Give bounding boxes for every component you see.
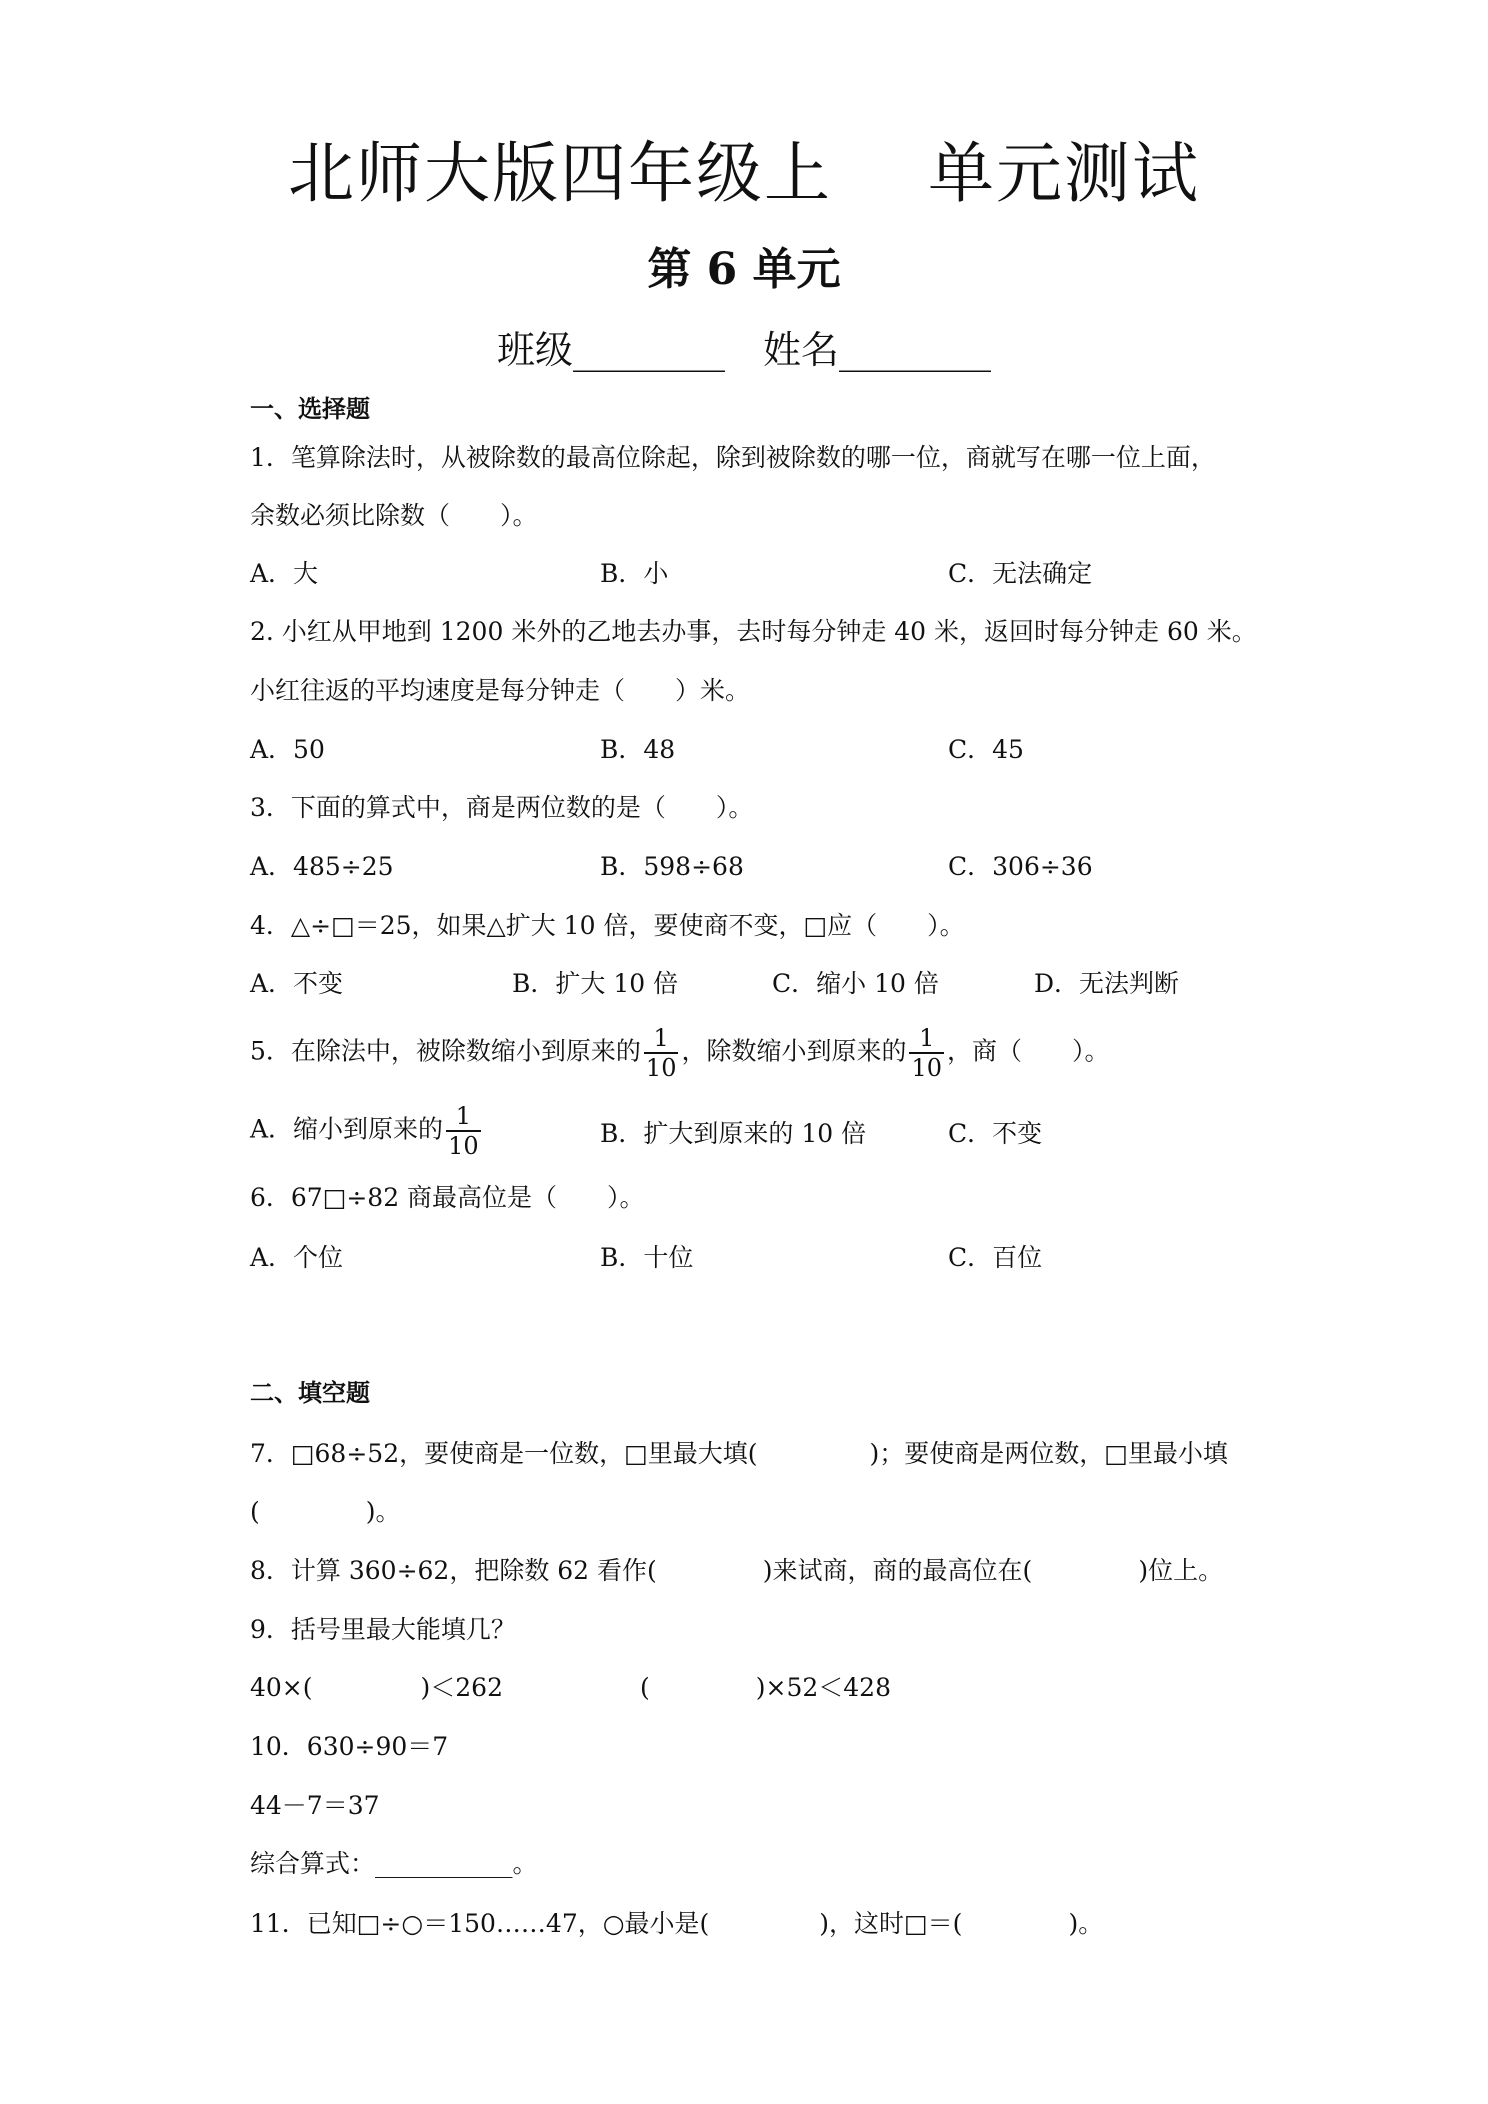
q5-part1: 5．在除法中，被除数缩小到原来的 <box>250 1036 641 1066</box>
title-right: 单元测试 <box>928 135 1200 212</box>
q2-option-c[interactable]: C．45 <box>948 735 1024 764</box>
q10-line3: 综合算式：___________。 <box>250 1849 538 1878</box>
q8-text-a: 8．计算 360÷62，把除数 62 看作( <box>250 1556 657 1585</box>
q5-option-c[interactable]: C．不变 <box>948 1119 1043 1148</box>
class-name-line <box>0 322 1488 378</box>
q4-line1: 4．△÷□＝25，如果△扩大 10 倍，要使商不变，□应（ ）。 <box>250 911 965 940</box>
q7-line1 <box>250 1436 1228 1472</box>
q7-text-b: )；要使商是两位数，□里最小填 <box>869 1439 1228 1468</box>
q3-option-b[interactable]: B．598÷68 <box>600 852 744 881</box>
q9-e1-text-b: )＜262 <box>420 1673 503 1702</box>
q3-option-c[interactable]: C．306÷36 <box>948 852 1093 881</box>
q11-text-b: )，这时□＝( <box>819 1909 963 1938</box>
q5-part2: ，除数缩小到原来的 <box>681 1036 907 1066</box>
class-label: 班级________ <box>496 328 725 372</box>
q4-option-d[interactable]: D．无法判断 <box>1034 969 1180 998</box>
q7-text-a: 7．□68÷52，要使商是一位数，□里最大填( <box>250 1439 758 1468</box>
q6-option-c[interactable]: C．百位 <box>948 1243 1043 1272</box>
fraction-denominator: 10 <box>911 1054 943 1082</box>
q5-line1 <box>250 1024 1110 1082</box>
fraction-numerator: 1 <box>909 1024 944 1054</box>
q2-option-b[interactable]: B．48 <box>600 735 676 764</box>
name-label: 姓名________ <box>763 328 992 372</box>
q8-text-b: )来试商，商的最高位在( <box>762 1556 1033 1585</box>
q3-line1: 3．下面的算式中，商是两位数的是（ ）。 <box>250 793 754 822</box>
q9-e2-text-b: )×52＜428 <box>755 1673 891 1702</box>
q2-line2: 小红往返的平均速度是每分钟走（ ）米。 <box>250 676 751 705</box>
fraction-denominator: 10 <box>448 1132 479 1160</box>
q8-text-c: )位上。 <box>1138 1556 1224 1585</box>
q5-option-a-fraction <box>446 1102 481 1160</box>
q6-line1: 6．67□÷82 商最高位是（ ）。 <box>250 1183 645 1212</box>
q5-part3: ，商（ ）。 <box>947 1036 1110 1066</box>
q8-line1 <box>250 1553 1223 1589</box>
q5-option-a-text: A．缩小到原来的 <box>250 1114 444 1144</box>
q6-option-b[interactable]: B．十位 <box>600 1243 694 1272</box>
q2-option-a[interactable]: A．50 <box>250 735 325 764</box>
page-title <box>0 134 1488 214</box>
section-heading-fill: 二、填空题 <box>250 1379 370 1407</box>
q5-option-b[interactable]: B．扩大到原来的 10 倍 <box>600 1119 867 1148</box>
q7-text-d: )。 <box>365 1497 401 1526</box>
q5-option-a[interactable] <box>250 1102 484 1160</box>
title-left: 北师大版四年级上 <box>288 135 832 212</box>
unit-subtitle: 第 6 单元 <box>647 244 841 295</box>
q11-text-c: )。 <box>1068 1909 1104 1938</box>
q3-option-a[interactable]: A．485÷25 <box>250 852 394 881</box>
q4-option-a[interactable]: A．不变 <box>250 969 344 998</box>
q6-option-a[interactable]: A．个位 <box>250 1243 344 1272</box>
q11-text-a: 11．已知□÷○＝150……47，○最小是( <box>250 1909 710 1938</box>
fraction-numerator: 1 <box>446 1102 481 1132</box>
q2-line1: 2. 小红从甲地到 1200 米外的乙地去办事，去时每分钟走 40 米，返回时每分钟走 60 米。 <box>250 617 1257 646</box>
q9-e1-text-a: 40×( <box>250 1673 313 1702</box>
q1-line2: 余数必须比除数（ ）。 <box>250 501 538 530</box>
q9-expr-2 <box>640 1670 891 1706</box>
q10-line1: 10．630÷90＝7 <box>250 1732 449 1761</box>
q11-line1 <box>250 1906 1103 1942</box>
q9-expr-1 <box>250 1670 503 1706</box>
q7-line2 <box>250 1494 401 1530</box>
q1-option-b[interactable]: B．小 <box>600 559 669 588</box>
fraction-numerator: 1 <box>644 1024 679 1054</box>
q5-fraction-2 <box>909 1024 944 1082</box>
q9-e2-text-a: ( <box>640 1673 650 1702</box>
fraction-denominator: 10 <box>645 1054 677 1082</box>
q5-fraction-1 <box>644 1024 679 1082</box>
q4-option-b[interactable]: B．扩大 10 倍 <box>512 969 679 998</box>
q9-line1: 9．括号里最大能填几？ <box>250 1615 516 1644</box>
q1-line1: 1．笔算除法时，从被除数的最高位除起，除到被除数的哪一位，商就写在哪一位上面， <box>250 443 1216 472</box>
q10-line2: 44－7＝37 <box>250 1791 380 1820</box>
section-heading-choice: 一、选择题 <box>250 395 370 423</box>
q7-text-c: ( <box>250 1497 260 1526</box>
q4-option-c[interactable]: C．缩小 10 倍 <box>772 969 939 998</box>
q1-option-c[interactable]: C．无法确定 <box>948 559 1093 588</box>
q1-option-a[interactable]: A．大 <box>250 559 319 588</box>
